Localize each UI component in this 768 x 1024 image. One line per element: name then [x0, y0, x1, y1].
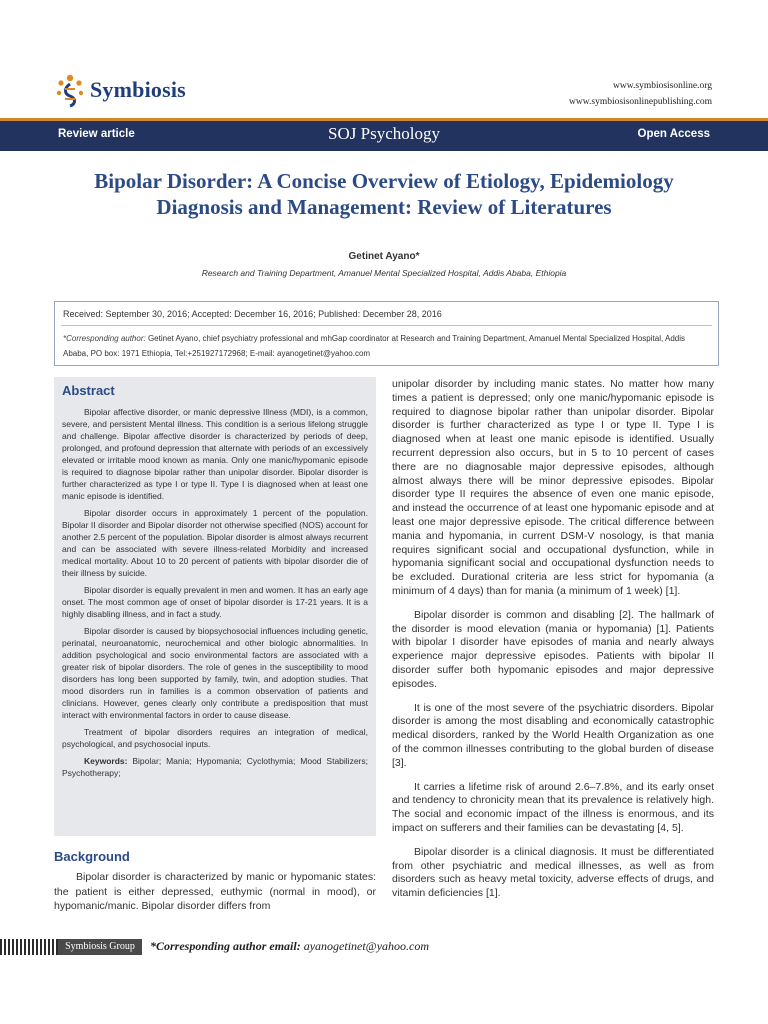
body-paragraph: It is one of the most severe of the psychiatric disorders. Bipolar disorder is among the most disabling and economically catastrophic medical disorders, ranked by the World Health Organization as one of the common illnesses contributing to the global burden of disease [3]. [392, 701, 714, 769]
site-urls [569, 78, 712, 110]
background-paragraph: Bipolar disorder is characterized by manic or hypomanic states: the patient is either depressed, euthymic (normal in mood), or hypomanic/manic. Bipolar disorder differs from [54, 871, 376, 912]
abstract-heading: Abstract [62, 383, 115, 398]
corresponding-author-text: Getinet Ayano, chief psychiatry professional and mhGap coordinator at Research and Training Department, Amanuel Mental Specialized Hospital, Addis Ababa, PO box: 1971 Ethiopia, Tel:+251927172968; E-mail: ayanogetinet@yahoo.com [63, 334, 685, 358]
logo-text: Symbiosis [90, 77, 186, 102]
abstract-paragraph: Bipolar disorder occurs in approximately 1 percent of the population. Bipolar II disorder and Bipolar disorder not otherwise specified (NOS) account for another 2.5 percent of the population. Bipolar disorder is almost always recurrent and can be associated with severe illness-related Morbidity and increased medical mortality. About 10 to 20 percent of patients with bipolar disorder die of their illness by suicide. [62, 508, 368, 578]
symbiosis-logo-icon [54, 72, 86, 108]
corresponding-author-label: *Corresponding author: [63, 334, 146, 343]
article-info-box [54, 301, 719, 366]
abstract-paragraph: Treatment of bipolar disorders requires an integration of medical, psychological, and psychosocial inputs. [62, 727, 368, 749]
body-paragraph: Bipolar disorder is common and disabling [2]. The hallmark of the disorder is mood elevation (mania or hypomania) [1]. Patients with bipolar I disorder have episodes of mania and nearly always experience major depressive episodes. Patients with bipolar II disorder suffer both hypomanic episodes and major depressive episodes. [392, 608, 714, 690]
keywords-list: Bipolar; Mania; Hypomania; Cyclothymia; Mood Stabilizers; Psychotherapy; [62, 756, 368, 778]
symbiosis-logo [54, 72, 186, 108]
access-label: Open Access [637, 128, 710, 140]
abstract-paragraph: Bipolar disorder is caused by biopsychosocial influences including genetic, perinatal, neuroanatomic, neurochemical and other biologic abnormalities. In addition psychological and socio environmental factors are associated with a greater risk of bipolar disorders. The role of genes in the susceptibility to mood disorders has long been supported by family, twin, and adoption studies. That mood disorders run in families is a common observation of patients and clinicians. However, genes clearly only contribute a predisposition that must interact with environmental factors in order to cause disease. [62, 626, 368, 720]
url-link[interactable]: www.symbiosisonline.org [613, 81, 712, 91]
footer-group-label: Symbiosis Group [58, 939, 142, 955]
url-link[interactable]: www.symbiosisonlinepublishing.com [569, 97, 712, 107]
publication-dates: Received: September 30, 2016; Accepted: December 16, 2016; Published: December 28, 2016 [63, 309, 442, 319]
journal-name: SOJ Psychology [328, 124, 440, 143]
footer-email [150, 939, 429, 954]
keywords [62, 755, 368, 779]
body-paragraph: unipolar disorder by including manic states. No matter how many times a patient is depressed; only one manic/hypomanic episode is required to diagnose bipolar rather than unipolar disorder. Bipolar disorder is further characterized as type I or type II. Type I is diagnosed when at least one manic episode is identified. Usually recurrent depression also occurs, but in 5 to 10 percent of cases there are no diagnosable major depressive episodes, although almost always there will be minor depressive episodes. Bipolar disorder type II requires the absence of even one manic episode, and instead the occurrence of at least one hypomanic episode and at least one major depressive episode. The critical difference between mania and hypomania, in current DSM-V nosology, is that mania requires significant social and occupational dysfunction, while in hypomania significant social and occupational dysfunction needs to be excluded. Durational criteria are less strict for hypomania (a minimum of 4 days) than for mania (a minimum of 1 week) [1]. [392, 378, 714, 597]
article-type: Review article [58, 128, 135, 140]
abstract-box [54, 377, 376, 836]
footer-ticks [0, 939, 60, 955]
journal-banner [0, 118, 768, 151]
abstract-body [62, 406, 368, 784]
background-text [54, 870, 376, 914]
abstract-paragraph: Bipolar affective disorder, or manic depressive Illness (MDI), is a common, severe, and persistent Mental illness. This condition is a serious lifelong struggle and challenge. Bipolar affective disorder is characterized by periods of deep, prolonged, and profound depression that alternate with periods of an excessively elevated or irritable mood known as mania. Only one manic/hypomanic episode is required to diagnose bipolar rather than unipolar disorder. Bipolar disorder is further characterized as type I or type II. Type I is diagnosed when at least one manic episode is identified. [62, 407, 368, 501]
keywords-label: Keywords: [84, 756, 128, 766]
background-heading: Background [54, 849, 130, 864]
author-affiliation: Research and Training Department, Amanuel Mental Specialized Hospital, Addis Ababa, Ethiopia [201, 268, 567, 278]
abstract-paragraph: Bipolar disorder is equally prevalent in men and women. It has an early age onset. The most common age of onset of bipolar disorder is 17-21 years. It is a highly disabling illness, and in fact a study. [62, 585, 368, 619]
body-paragraph: It carries a lifetime risk of around 2.6–7.8%, and its early onset and tendency to chronicity mean that its prevalence is relatively high. The social and economic impact of the illness is enormous, and its impact on sufferers and their families can be devastating [4, 5]. [392, 780, 714, 834]
article-title: Bipolar Disorder: A Concise Overview of Etiology, Epidemiology Diagnosis and Management: Review of Literatures [94, 169, 674, 219]
author-name: Getinet Ayano* [348, 251, 420, 262]
page-footer [0, 936, 768, 958]
divider [61, 325, 712, 326]
right-column [392, 378, 714, 911]
footer-email-label: *Corresponding author email: [150, 939, 301, 953]
footer-email-address[interactable]: ayanogetinet@yahoo.com [303, 939, 430, 953]
corresponding-author-info [63, 331, 708, 361]
body-paragraph: Bipolar disorder is a clinical diagnosis. It must be differentiated from other psychiatric and medical illnesses, as well as from disorders such as heavy metal toxicity, adverse effects of drugs, and vitamin deficiencies [1]. [392, 845, 714, 900]
